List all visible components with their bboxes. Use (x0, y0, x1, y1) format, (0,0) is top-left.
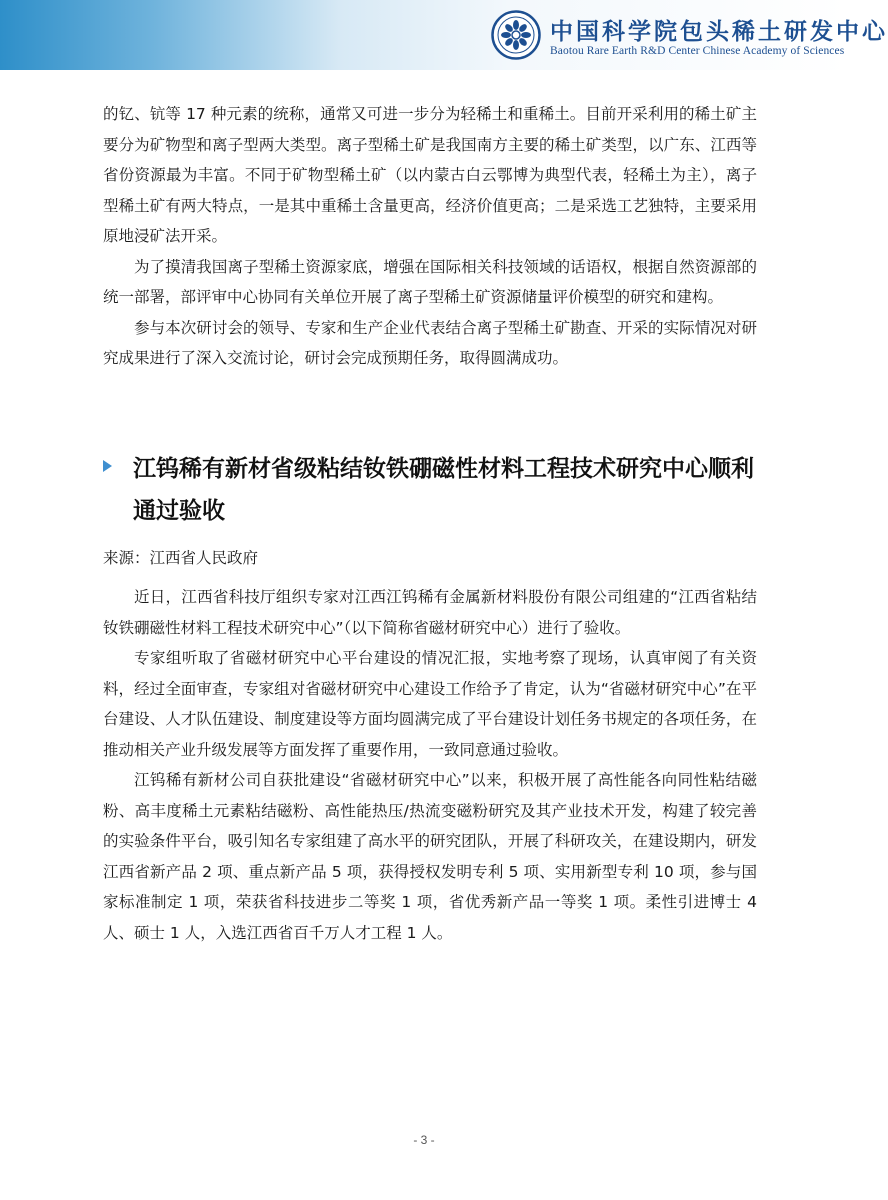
paragraph: 专家组听取了省磁材研究中心平台建设的情况汇报，实地考察了现场，认真审阅了有关资料，经过全面审查，专家组对省磁材研究中心建设工作给予了肯定，认为“省磁材研究中心”在平台建设、人才队伍建设、制度建设等方面均圆满完成了平台建设计划任务书规定的各项任务，在推动相关产业升级发展等方面发挥了重要作用，一致同意通过验收。 (103, 649, 757, 759)
top-text-block (103, 99, 757, 374)
org-name-chinese: 中国科学院包头稀土研发中心 (550, 18, 888, 45)
paragraph: 为了摸清我国离子型稀土资源家底，增强在国际相关科技领域的话语权，根据自然资源部的统一部署，部评审中心协同有关单位开展了离子型稀土矿资源储量评价模型的研究和建构。 (103, 257, 757, 306)
org-name-english: Baotou Rare Earth R&D Center Chinese Academy of Sciences (550, 45, 845, 57)
cas-logo-icon (491, 10, 541, 60)
article-heading (103, 448, 763, 532)
paragraph: 参与本次研讨会的领导、专家和生产企业代表结合离子型稀土矿勘查、开采的实际情况对研究成果进行了深入交流讨论，研讨会完成预期任务，取得圆满成功。 (103, 318, 757, 367)
paragraph: 江钨稀有新材公司自获批建设“省磁材研究中心”以来，积极开展了高性能各向同性粘结磁粉、高丰度稀土元素粘结磁粉、高性能热压/热流变磁粉研究及其产业技术开发，构建了较完善的实验条件平台，吸引知名专家组建了高水平的研究团队，开展了科研攻关，在建设期内，研发江西省新产品 2 项、重点新产品 5 项，获得授权发明专利 5 项、实用新型专利 10 项，参与国家标准制定 1 项，荣获省科技进步二等奖 1 项，省优秀新产品一等奖 1 项。柔性引进博士 4 人、硕士 1 人，入选江西省百千万人才工程 1 人。 (103, 771, 757, 942)
article-title: 江钨稀有新材省级粘结钕铁硼磁性材料工程技术研究中心顺利通过验收 (133, 456, 754, 524)
article-body (103, 582, 757, 948)
triangle-bullet-icon (103, 460, 112, 472)
paragraph: 近日，江西省科技厅组织专家对江西江钨稀有金属新材料股份有限公司组建的“江西省粘结钕铁硼磁性材料工程技术研究中心”（以下简称省磁材研究中心）进行了验收。 (103, 588, 757, 637)
page-number: - 3 - (413, 1133, 435, 1147)
paragraph-continuation: 的钇、钪等 17 种元素的统称，通常又可进一步分为轻稀土和重稀土。目前开采利用的稀土矿主要分为矿物型和离子型两大类型。离子型稀土矿是我国南方主要的稀土矿类型，以广东、江西等省份资源最为丰富。不同于矿物型稀土矿（以内蒙古白云鄂博为典型代表，轻稀土为主），离子型稀土矿有两大特点，一是其中重稀土含量更高，经济价值更高；二是采选工艺独特，主要采用原地浸矿法开采。 (103, 105, 757, 245)
article-source: 来源：江西省人民政府 (103, 549, 259, 567)
